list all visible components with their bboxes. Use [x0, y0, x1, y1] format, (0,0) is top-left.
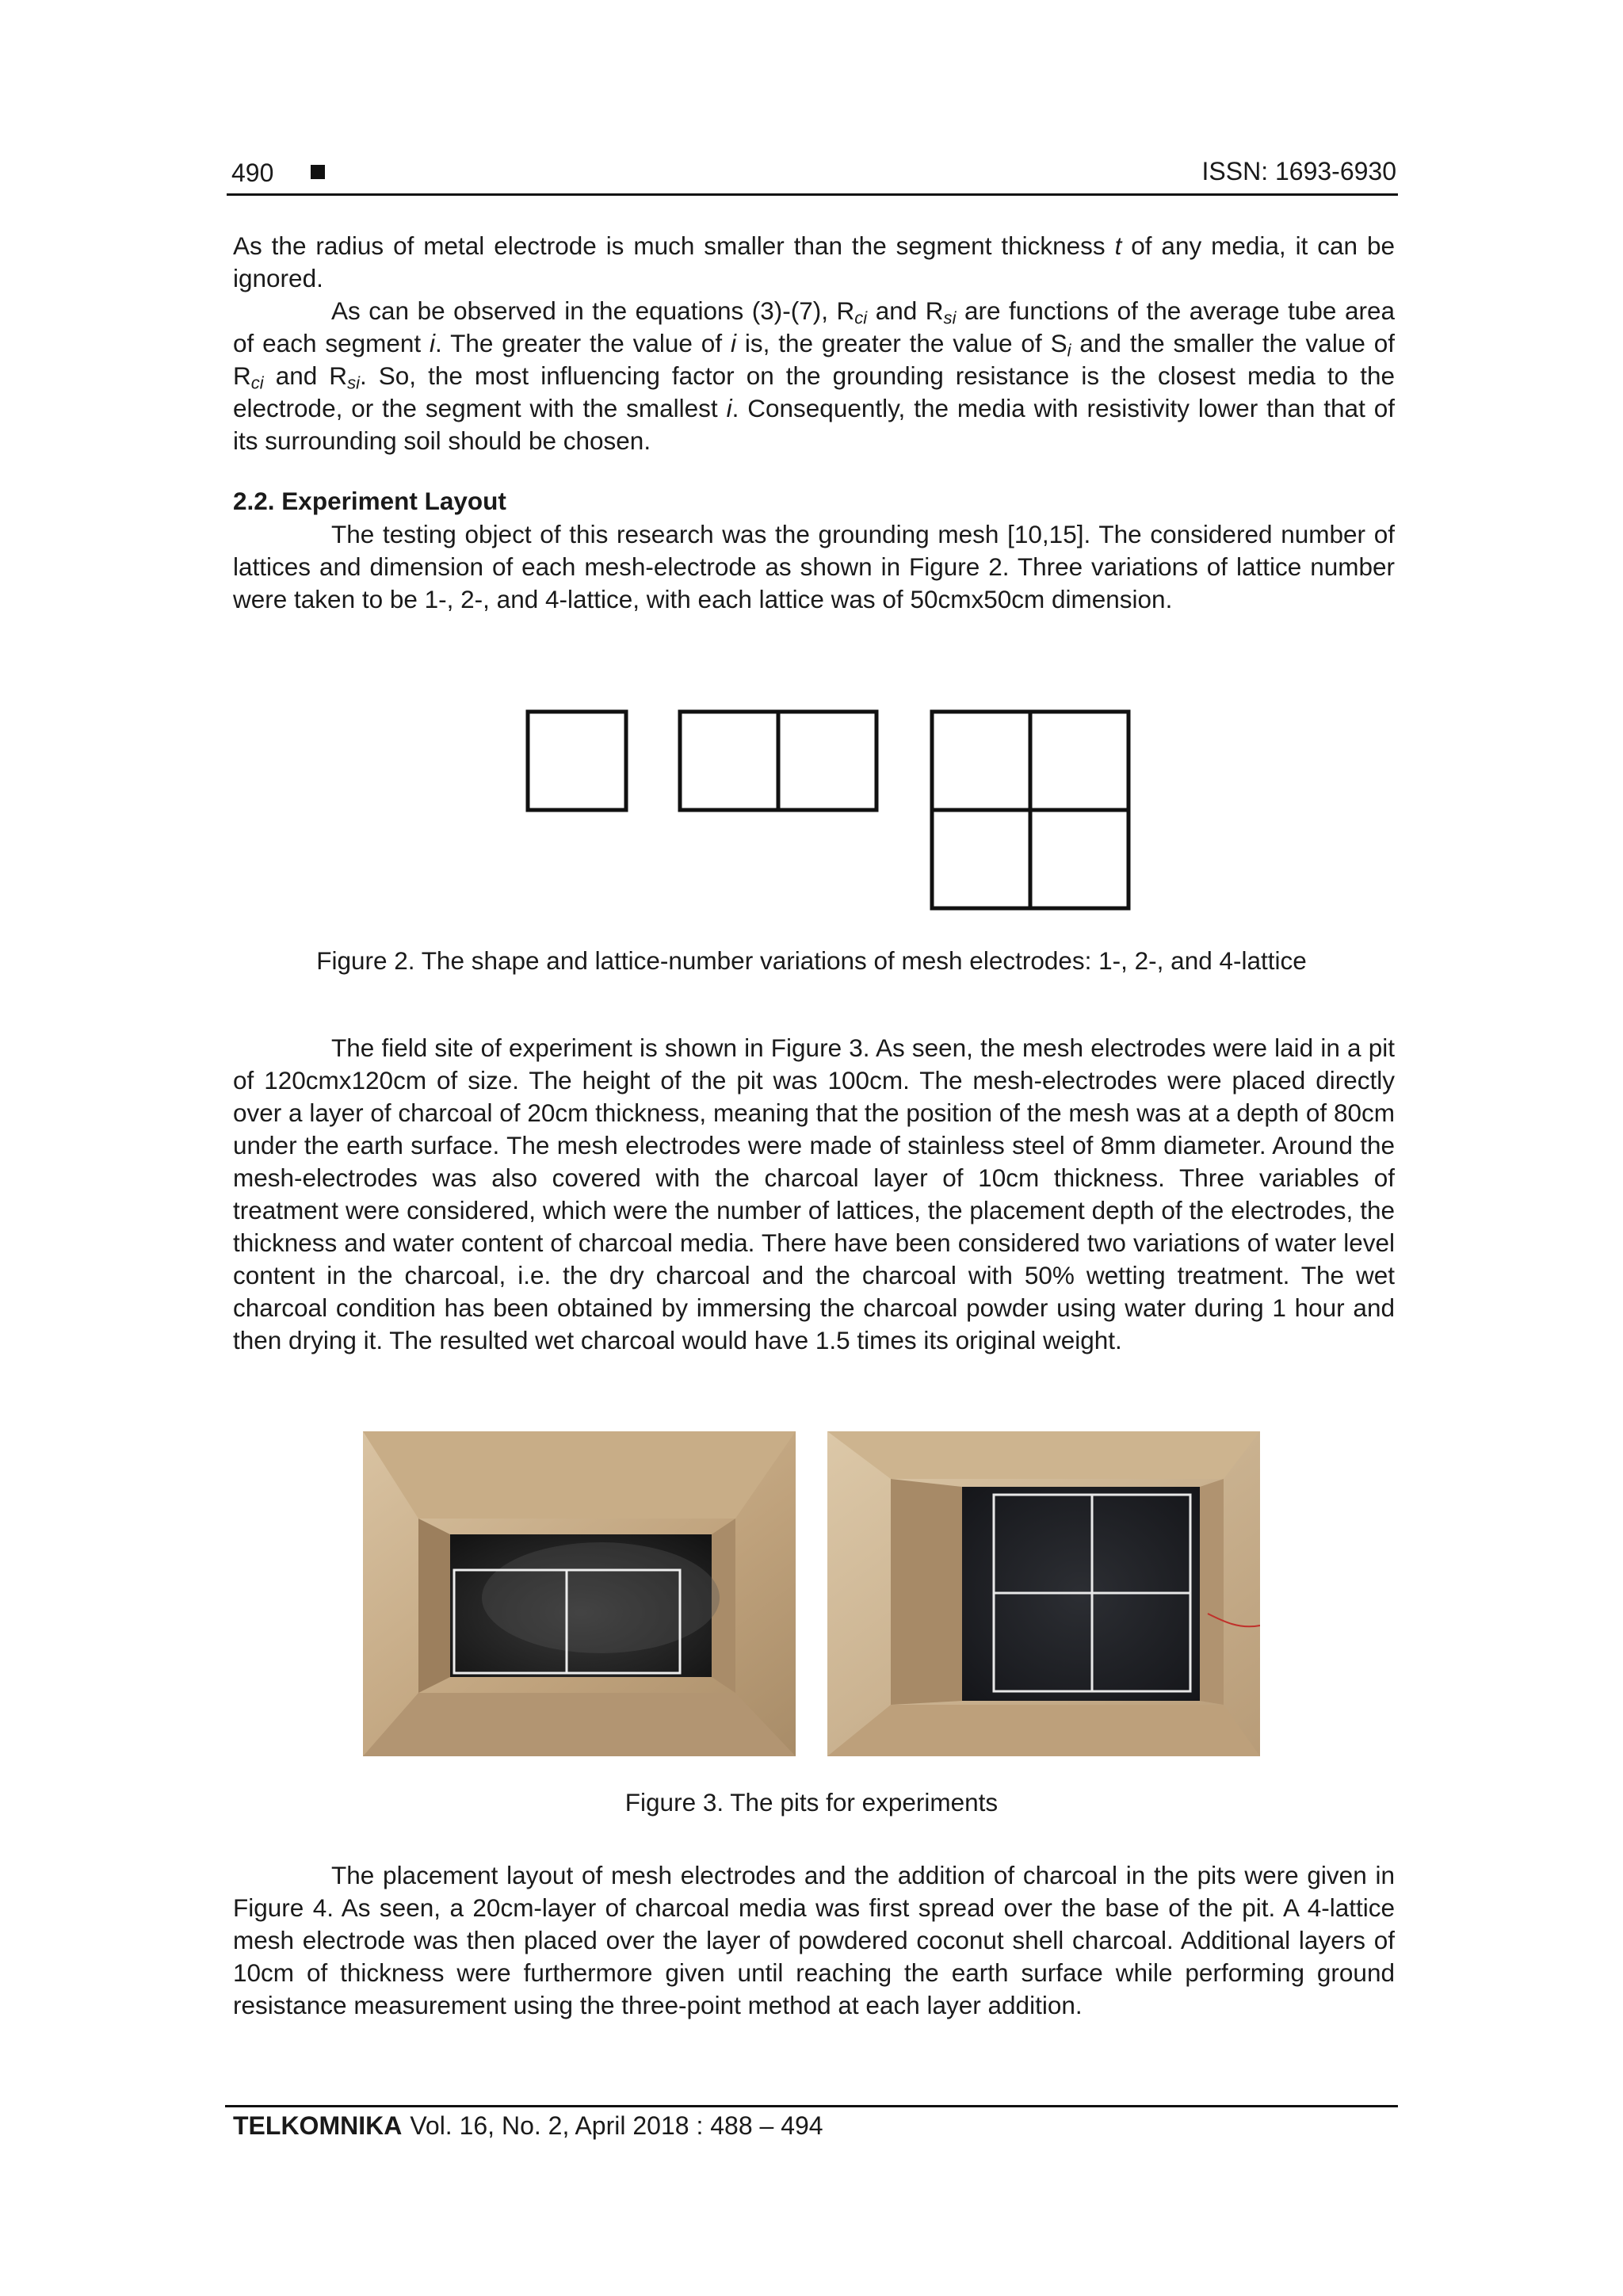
intro-p1-symbol-t: t: [1114, 231, 1122, 260]
footer-rule: [225, 2105, 1398, 2107]
intro-paragraph-2: As can be observed in the equations (3)-(7), $R_{ci}$ and $R_{si}$ are functions of the average tube area of each segment i. The greater the value of i is, the greater the value of $S_i$ and the smaller the value of $R_{ci}$ and $R_{si}$. So, the most influencing factor on the grounding resistance is the closest media to the electrode, or the segment with the smallest i. Consequently, the media with resistivity lower than that of its surrounding soil should be chosen.: [233, 296, 1396, 455]
section-heading: 2.2. Experiment Layout: [233, 487, 506, 515]
journal-name: TELKOMNIKA: [233, 2111, 403, 2140]
section-paragraph-2: The field site of experiment is shown in Figure 3. As seen, the mesh electrodes were laid in a pit of 120cmx120cm of size. The height of the pit was 100cm. The mesh-electrodes were placed directly over a layer of charcoal of 20cm thickness, meaning that the position of the mesh was at a depth of 80cm under the earth surface. The mesh electrodes were made of stainless steel of 8mm diameter. Around the mesh-electrodes was also covered with the charcoal layer of 10cm thickness. Three variables of treatment were considered, which were the number of lattices, the placement depth of the electrodes, the thickness and water content of charcoal media. There have been considered two variations of water level content in the charcoal, i.e. the dry charcoal and the charcoal with 50% wetting treatment. The wet charcoal condition has been obtained by immersing the charcoal powder using water during 1 hour and then drying it. The resulted wet charcoal would have 1.5 times its original weight.: [233, 1033, 1395, 1354]
mesh-1-lattice: [528, 712, 626, 810]
figure-2-caption: Figure 2. The shape and lattice-number variations of mesh electrodes: 1-, 2-, and 4-lattice: [316, 946, 1307, 975]
mesh-4-lattice: [932, 712, 1128, 908]
pit-photo-left: [363, 1431, 796, 1756]
issn-label: ISSN: 1693-6930: [1201, 157, 1396, 185]
intro-p1-text-b: of any media, it can be ignored.: [233, 231, 1395, 292]
figure-3-caption: Figure 3. The pits for experiments: [624, 1788, 999, 1817]
figure-2-mesh-diagram: [0, 0, 1623, 935]
journal-citation: Vol. 16, No. 2, April 2018 : 488 – 494: [410, 2111, 823, 2140]
figure-2: [0, 0, 1623, 935]
mesh-2-lattice: [680, 712, 876, 810]
page-footer: [233, 2111, 823, 2141]
section-paragraph-1: The testing object of this research was the grounding mesh [10,15]. The considered number of lattices and dimension of each mesh-electrode as shown in Figure 2. Three variations of lattice number were taken to be 1-, 2-, and 4-lattice, with each lattice was of 50cmx50cm dimension.: [233, 520, 1395, 613]
pit-photo-right: [827, 1431, 1260, 1756]
section-paragraph-3: The placement layout of mesh electrodes and the addition of charcoal in the pits were given in Figure 4. As seen, a 20cm-layer of charcoal media was first spread over the base of the pit. A 4-lattice mesh electrode was then placed over the layer of powdered coconut shell charcoal. Additional layers of 10cm of thickness were furthermore given until reaching the earth surface while performing ground resistance measurement using the three-point method at each layer addition.: [233, 1861, 1395, 2019]
page-number: 490: [231, 159, 274, 187]
intro-p1-text-a: As the radius of metal electrode is much smaller than the segment thickness: [233, 231, 1115, 260]
